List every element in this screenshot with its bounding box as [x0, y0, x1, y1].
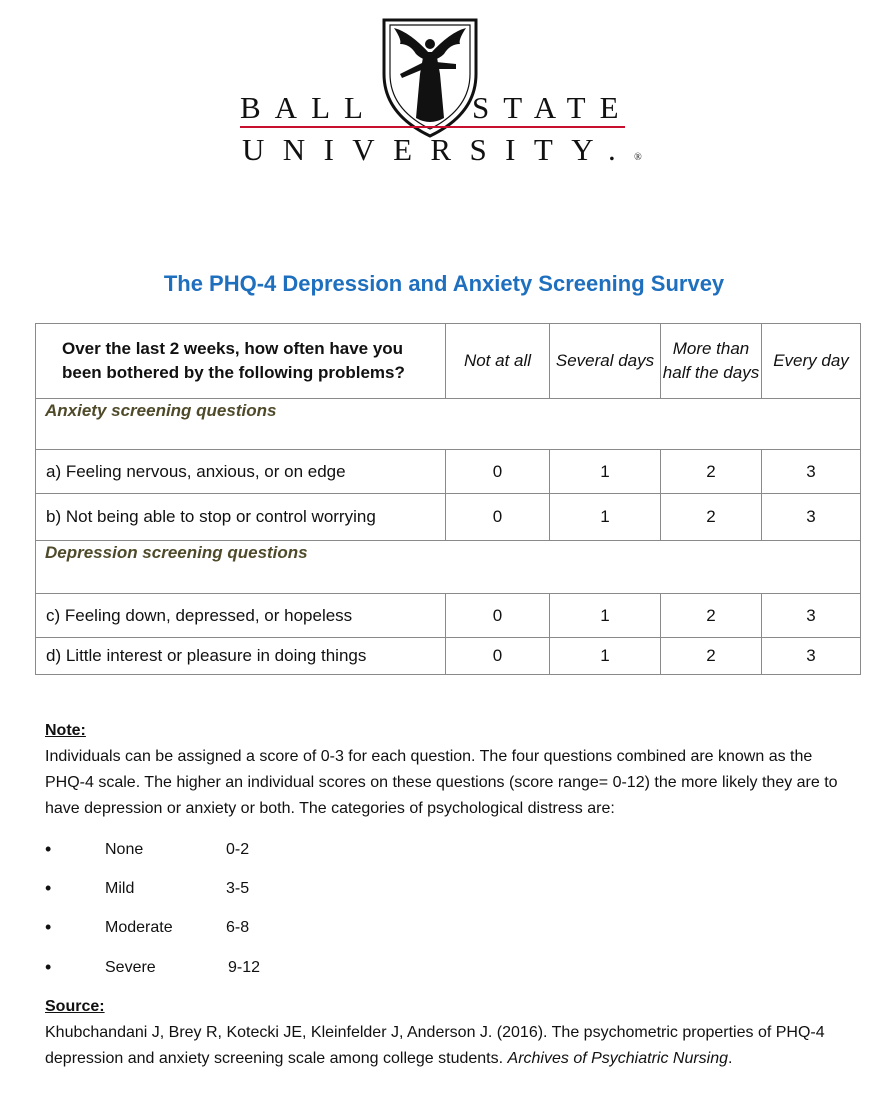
column-header-more-than-half: More than half the days	[661, 324, 762, 399]
column-header-several-days: Several days	[550, 324, 661, 399]
logo-red-rule	[240, 126, 625, 128]
bullet-icon: •	[45, 878, 52, 898]
table-row	[36, 638, 861, 675]
section-label-depression: Depression screening questions	[36, 541, 861, 594]
question-column-header: Over the last 2 weeks, how often have you been bothered by the following problems?	[36, 324, 446, 399]
score-cell: 2	[661, 594, 762, 638]
note-heading: Note:	[45, 722, 86, 739]
score-cell: 3	[762, 638, 861, 675]
score-cell: 2	[661, 450, 762, 494]
category-range: 9-12	[228, 959, 261, 976]
question-text: c) Feeling down, depressed, or hopeless	[36, 594, 446, 638]
category-name: Mild	[105, 880, 135, 897]
category-range: 6-8	[226, 919, 250, 936]
journal-name: Archives of Psychiatric Nursing	[507, 1050, 729, 1067]
page-title: The PHQ-4 Depression and Anxiety Screening Survey	[163, 271, 725, 296]
score-cell: 3	[762, 494, 861, 541]
table-header-row	[36, 324, 861, 399]
table-row	[36, 594, 861, 638]
score-cell: 1	[550, 594, 661, 638]
score-cell: 0	[446, 638, 550, 675]
question-text: b) Not being able to stop or control worrying	[36, 494, 446, 541]
score-cell: 1	[550, 450, 661, 494]
score-cell: 0	[446, 594, 550, 638]
question-text: d) Little interest or pleasure in doing things	[36, 638, 446, 675]
score-cell: 1	[550, 494, 661, 541]
category-name: Moderate	[105, 919, 173, 936]
section-label-anxiety: Anxiety screening questions	[36, 399, 861, 450]
category-range: 0-2	[226, 841, 250, 858]
category-name: None	[105, 841, 144, 858]
section-row-depression	[36, 541, 861, 594]
university-logo	[240, 14, 640, 169]
score-cell: 1	[550, 638, 661, 675]
score-cell: 2	[661, 494, 762, 541]
score-cell: 2	[661, 638, 762, 675]
source-section	[45, 994, 865, 1072]
source-citation: Khubchandani J, Brey R, Kotecki JE, Kleinfelder J, Anderson J. (2016). The psychometric properties of PHQ-4 depression and anxiety screening scale among college students. Archives of Psychiatric Nursing.	[45, 1024, 825, 1067]
beneficence-statue-emblem	[380, 14, 480, 139]
question-text: a) Feeling nervous, anxious, or on edge	[36, 450, 446, 494]
score-cell: 0	[446, 450, 550, 494]
phq4-survey-table	[35, 323, 861, 675]
note-body: Individuals can be assigned a score of 0-3 for each question. The four questions combined are known as the PHQ-4 scale. The higher an individual scores on these questions (score range= 0-12) the more likely they are to have depression or anxiety or both. The categories of psychological distress are:	[45, 748, 838, 817]
column-header-not-at-all: Not at all	[446, 324, 550, 399]
table-row	[36, 450, 861, 494]
bullet-icon: •	[45, 957, 52, 977]
note-section	[45, 718, 845, 822]
column-header-every-day: Every day	[762, 324, 861, 399]
bullet-icon: •	[45, 839, 52, 859]
logo-word-ball: BALL	[240, 90, 377, 125]
score-cell: 3	[762, 450, 861, 494]
logo-word-university: UNIVERSITY.®	[242, 132, 642, 167]
category-name: Severe	[105, 959, 156, 976]
registered-mark: ®	[634, 152, 642, 163]
logo-word-state: STATE	[472, 90, 633, 125]
score-cell: 3	[762, 594, 861, 638]
source-heading: Source:	[45, 998, 105, 1015]
section-row-anxiety	[36, 399, 861, 450]
category-range: 3-5	[226, 880, 250, 897]
bullet-icon: •	[45, 917, 52, 937]
score-cell: 0	[446, 494, 550, 541]
table-row	[36, 494, 861, 541]
